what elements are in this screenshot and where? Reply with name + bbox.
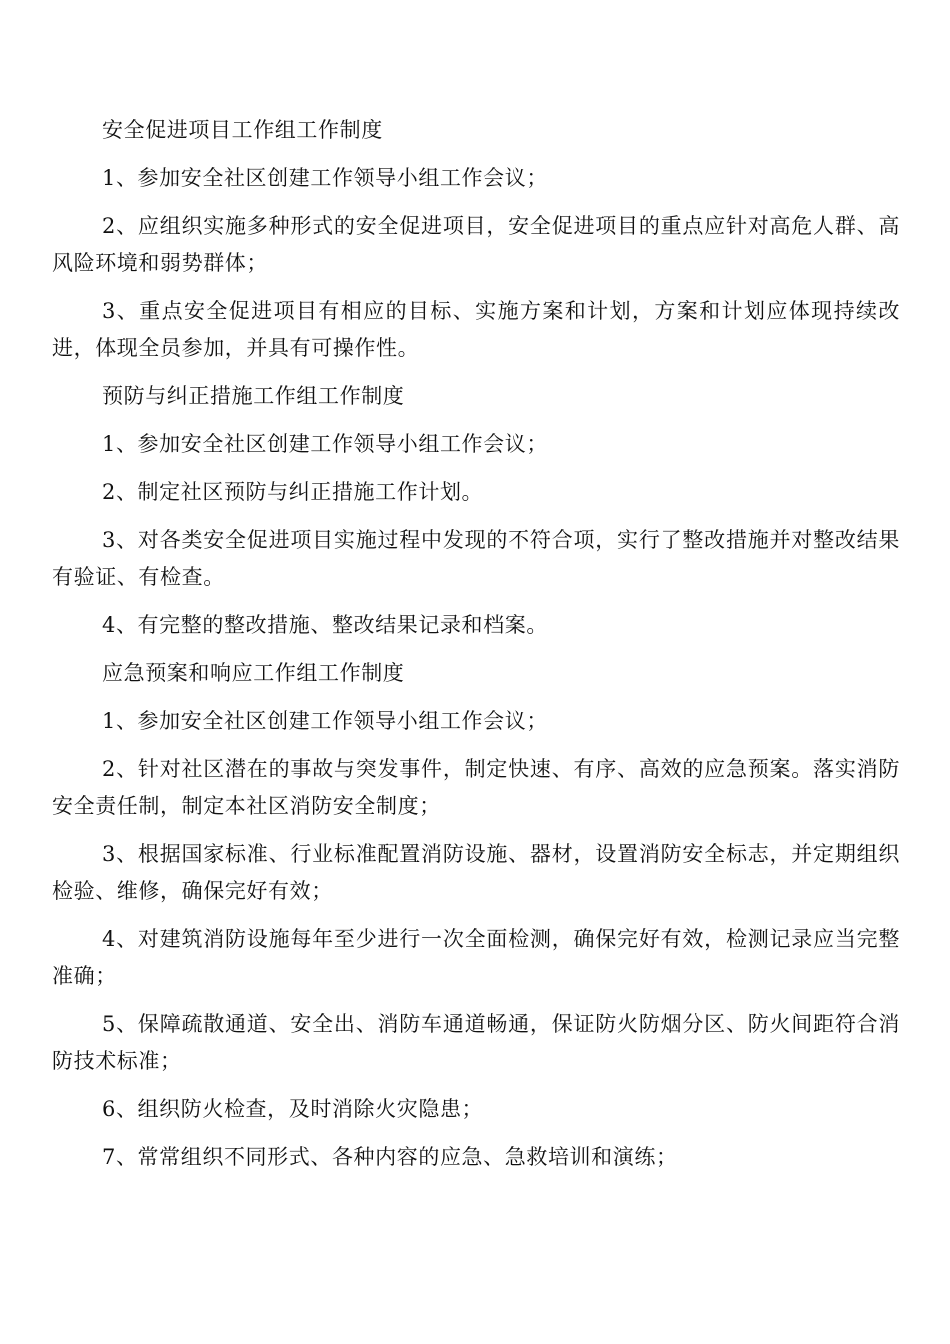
- paragraph: 6、组织防火检查，及时消除火灾隐患；: [102, 1097, 484, 1121]
- paragraph: 4、有完整的整改措施、整改结果记录和档案。: [102, 613, 548, 637]
- paragraph: 1、参加安全社区创建工作领导小组工作会议；: [102, 432, 548, 456]
- paragraph: 1、参加安全社区创建工作领导小组工作会议；: [102, 709, 548, 733]
- paragraph: 3、重点安全促进项目有相应的目标、实施方案和计划，方案和计划应体现持续改进，体现全员参加，并具有可操作性。: [52, 299, 900, 360]
- paragraph: 4、对建筑消防设施每年至少进行一次全面检测，确保完好有效，检测记录应当完整准确；: [52, 927, 900, 988]
- paragraph: 2、应组织实施多种形式的安全促进项目，安全促进项目的重点应针对高危人群、高风险环境和弱势群体；: [52, 214, 900, 275]
- paragraph: 5、保障疏散通道、安全出、消防车通道畅通，保证防火防烟分区、防火间距符合消防技术标准；: [52, 1012, 900, 1073]
- section-heading-prevention-correction: 预防与纠正措施工作组工作制度: [102, 384, 405, 408]
- paragraph: 7、常常组织不同形式、各种内容的应急、急救培训和演练；: [102, 1145, 678, 1169]
- section-heading-safety-promotion: 安全促进项目工作组工作制度: [102, 118, 383, 142]
- section-heading-emergency-response: 应急预案和响应工作组工作制度: [102, 661, 405, 685]
- paragraph: 3、根据国家标准、行业标准配置消防设施、器材，设置消防安全标志，并定期组织检验、维修，确保完好有效；: [52, 842, 900, 903]
- paragraph: 3、对各类安全促进项目实施过程中发现的不符合项，实行了整改措施并对整改结果有验证、有检查。: [52, 528, 900, 589]
- paragraph: 2、制定社区预防与纠正措施工作计划。: [102, 480, 484, 504]
- paragraph: 2、针对社区潜在的事故与突发事件，制定快速、有序、高效的应急预案。落实消防安全责任制，制定本社区消防安全制度；: [52, 757, 900, 818]
- paragraph: 1、参加安全社区创建工作领导小组工作会议；: [102, 166, 548, 190]
- document-page: [52, 112, 900, 1187]
